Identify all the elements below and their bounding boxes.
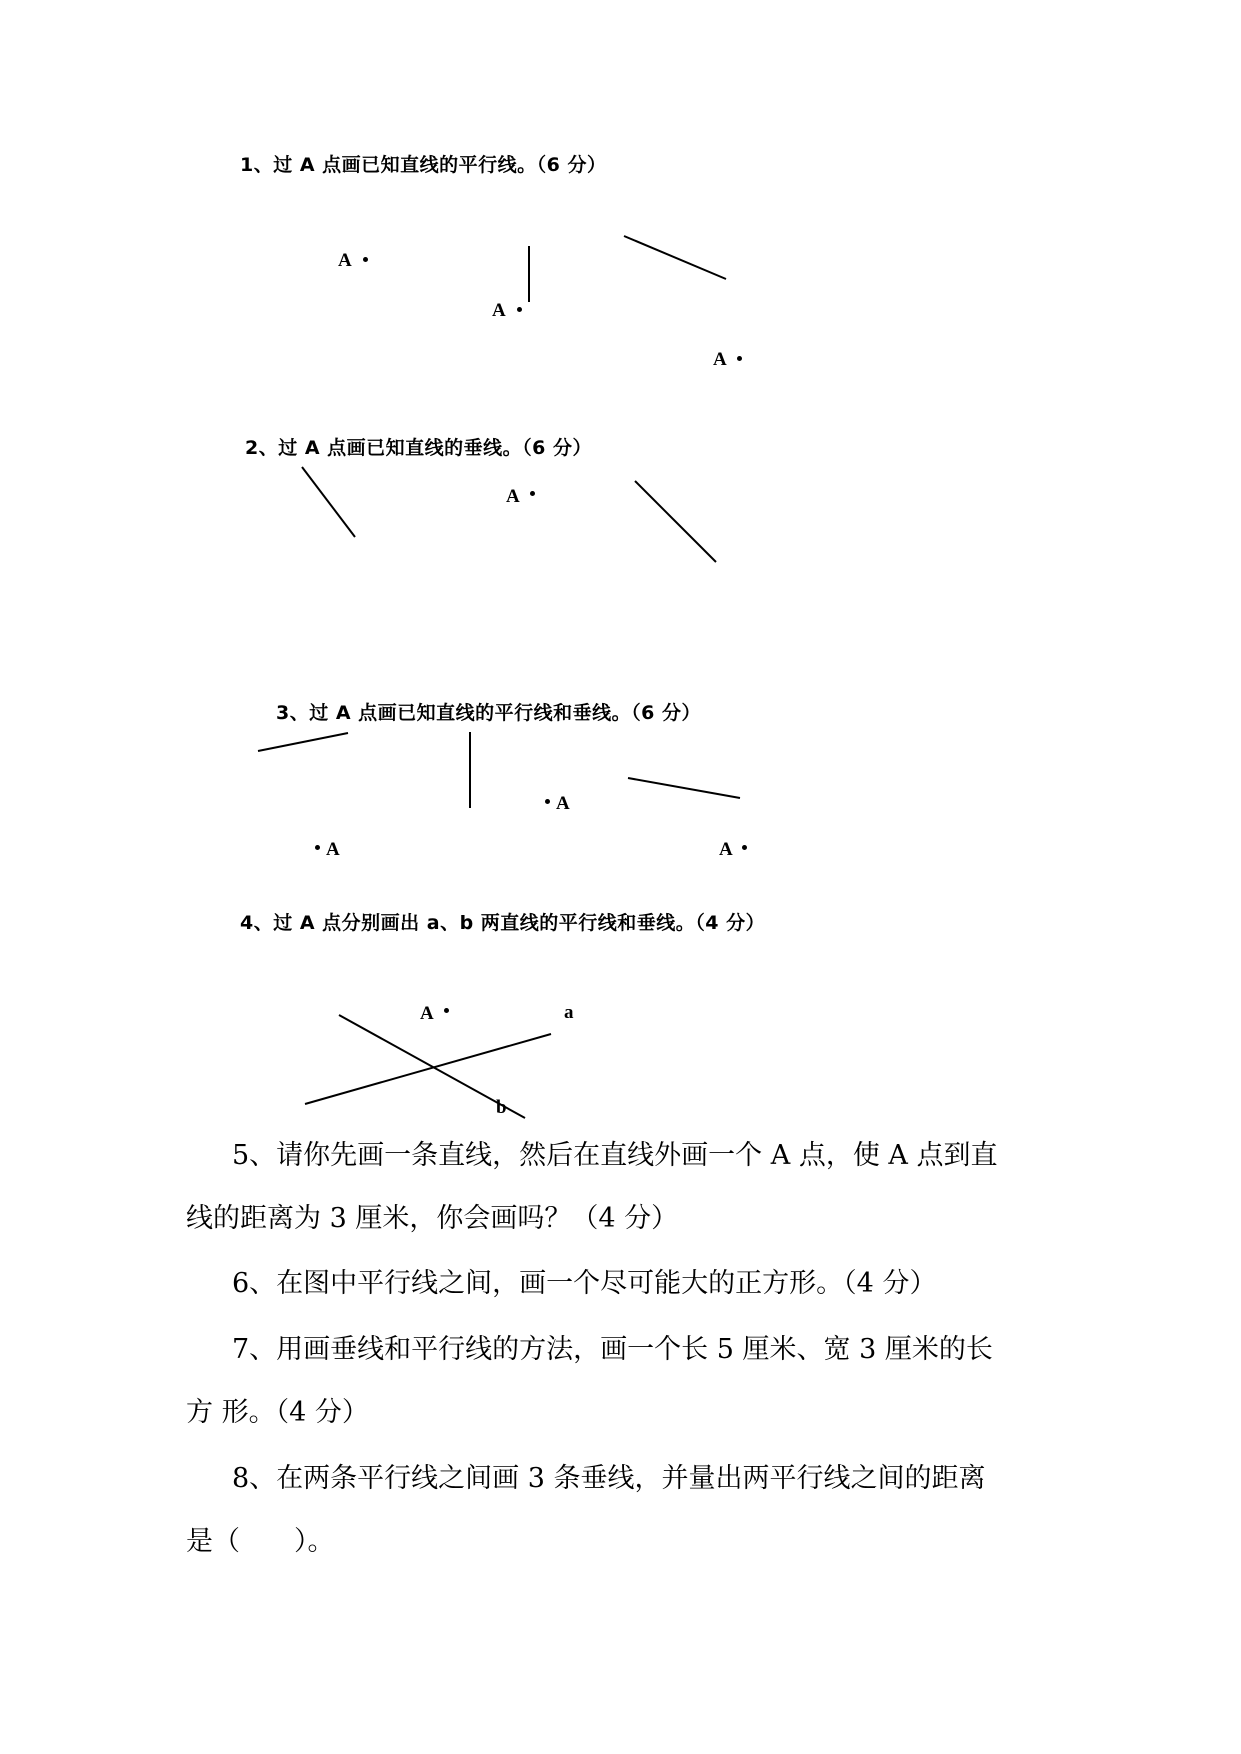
question-7-line-2: 方 形。（4 分） xyxy=(186,1397,369,1428)
q3-given-line-left xyxy=(258,733,348,751)
q4-line-a-label: a xyxy=(564,1002,574,1023)
q2-point-a: A xyxy=(506,486,520,507)
q3-point-a-middle: A xyxy=(556,793,570,814)
q1-point-dot-left xyxy=(363,257,368,262)
q3-point-a-right: A xyxy=(719,839,733,860)
q4-point-a: A xyxy=(420,1003,434,1024)
q1-point-dot-right xyxy=(737,356,742,361)
q2-point-dot xyxy=(530,491,535,496)
q1-point-a-middle: A xyxy=(492,300,506,321)
q2-given-line-right xyxy=(635,481,716,562)
q3-point-dot-middle xyxy=(545,799,550,804)
q3-point-a-left: A xyxy=(326,839,340,860)
question-2-title: 2、过 A 点画已知直线的垂线。（6 分） xyxy=(245,437,592,459)
q1-point-a-right: A xyxy=(713,349,727,370)
question-4-title: 4、过 A 点分别画出 a、b 两直线的平行线和垂线。（4 分） xyxy=(240,912,766,934)
q4-line-b-label: b xyxy=(496,1097,507,1118)
q3-point-dot-right xyxy=(742,845,747,850)
question-5-line-1: 5、请你先画一条直线，然后在直线外画一个 A 点，使 A 点到直 xyxy=(232,1140,998,1171)
q3-point-dot-left xyxy=(315,845,320,850)
question-8-line-1: 8、在两条平行线之间画 3 条垂线，并量出两平行线之间的距离 xyxy=(232,1463,986,1494)
question-5-line-2: 线的距离为 3 厘米，你会画吗？（4 分） xyxy=(186,1203,679,1234)
q4-point-dot xyxy=(444,1008,449,1013)
question-6-line-1: 6、在图中平行线之间，画一个尽可能大的正方形。（4 分） xyxy=(232,1268,937,1299)
q2-given-line-left xyxy=(302,467,355,537)
question-1-title: 1、过 A 点画已知直线的平行线。（6 分） xyxy=(240,154,607,176)
q1-point-dot-middle xyxy=(517,307,522,312)
question-3-title: 3、过 A 点画已知直线的平行线和垂线。（6 分） xyxy=(276,702,701,724)
q3-given-line-right xyxy=(628,778,740,798)
q1-given-line-slanted xyxy=(624,236,726,279)
question-7-line-1: 7、用画垂线和平行线的方法，画一个长 5 厘米、宽 3 厘米的长 xyxy=(232,1334,993,1365)
question-8-line-2: 是（ ）。 xyxy=(186,1526,335,1557)
q1-point-a-left: A xyxy=(338,250,352,271)
q4-line-a xyxy=(305,1034,551,1104)
